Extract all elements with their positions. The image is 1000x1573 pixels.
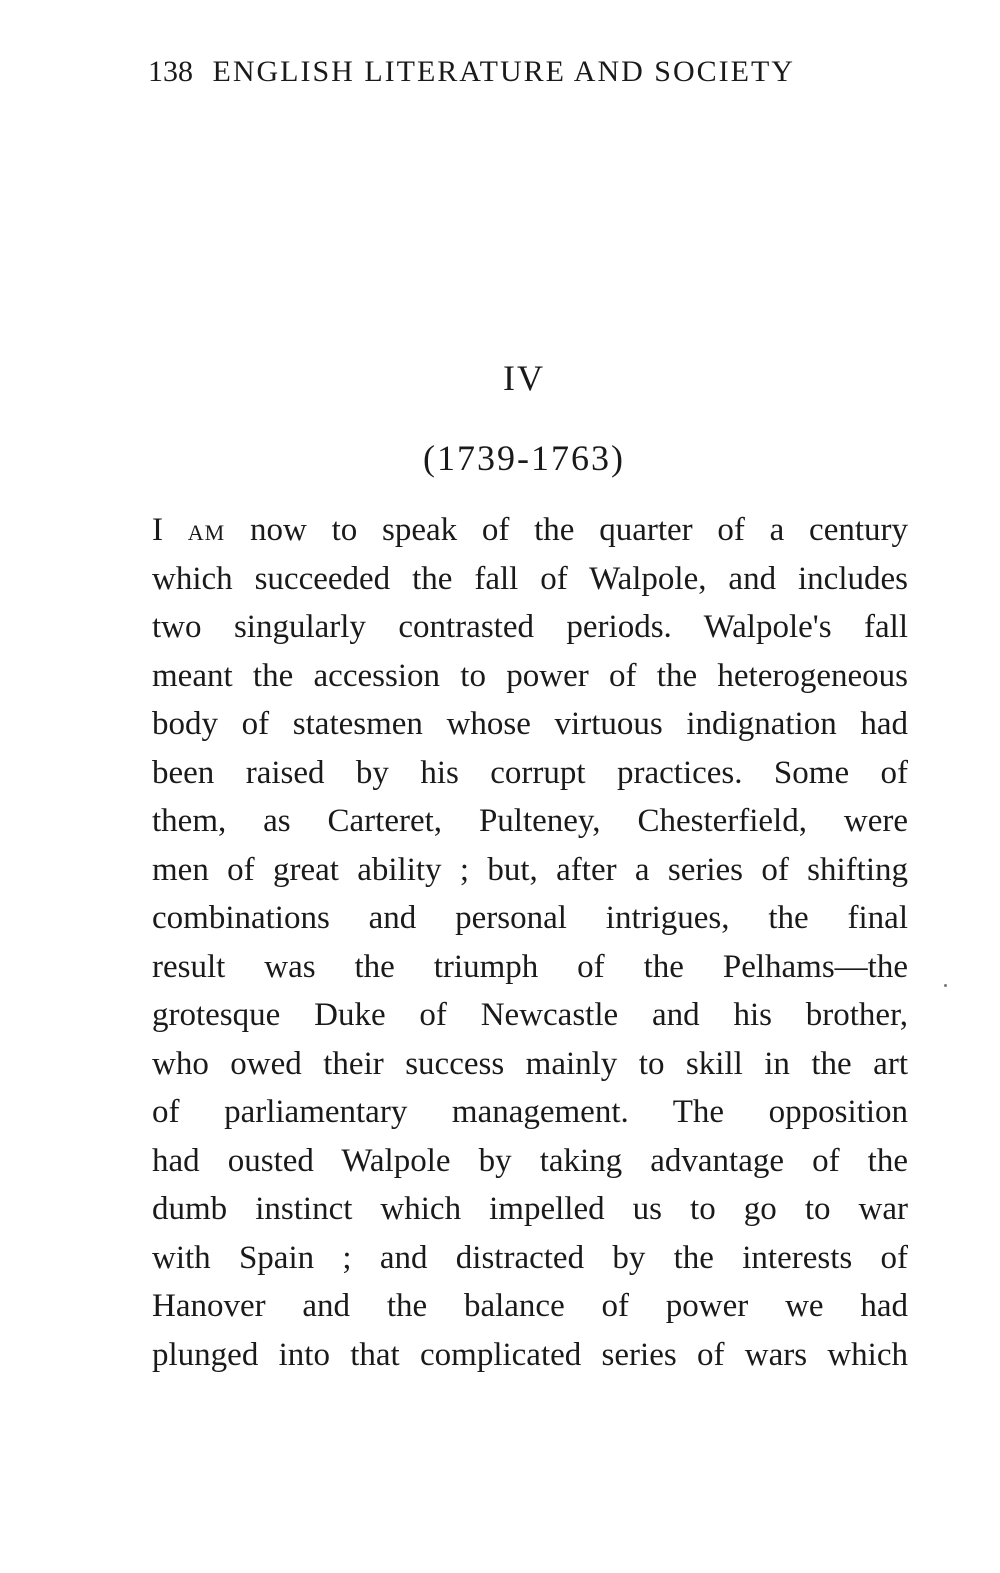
text-line-14: had ousted Walpole by taking advantage of the bbox=[152, 1142, 908, 1179]
text-line-18: plunged into that complicated series of wars which bbox=[152, 1336, 908, 1373]
text-line-7: them, as Carteret, Pulteney, Chesterfield, were bbox=[152, 803, 908, 839]
text-line-16: with Spain ; and distracted by the interests of bbox=[152, 1239, 908, 1276]
text-line-1-rest: now to speak of the quarter of a century bbox=[249, 512, 909, 548]
running-head-title: ENGLISH LITERATURE AND SOCIETY bbox=[212, 55, 795, 88]
running-head bbox=[148, 52, 908, 92]
text-line-4: meant the accession to power of the heterogeneous bbox=[152, 657, 908, 694]
text-line-5: body of statesmen whose virtuous indignation had bbox=[152, 706, 908, 742]
margin-speck bbox=[944, 984, 947, 987]
body-text bbox=[152, 506, 908, 1379]
chapter-dates: (1739-1763) bbox=[423, 438, 625, 478]
text-line-12: who owed their success mainly to skill in the art bbox=[152, 1045, 908, 1082]
text-line-13: of parliamentary management. The opposition bbox=[152, 1094, 908, 1130]
chapter-number: IV bbox=[503, 358, 545, 398]
opening-initial: I bbox=[152, 512, 163, 548]
text-line-3: two singularly contrasted periods. Walpole's fall bbox=[152, 609, 908, 645]
text-line-6: been raised by his corrupt practices. Some of bbox=[152, 754, 908, 791]
text-line-10: result was the triumph of the Pelhams—the bbox=[152, 948, 908, 985]
text-line-8: men of great ability ; but, after a series of shifting bbox=[152, 851, 908, 888]
text-line-1 bbox=[152, 506, 908, 555]
text-line-2: which succeeded the fall of Walpole, and includes bbox=[152, 560, 908, 597]
opening-smallcaps: AM bbox=[187, 520, 226, 545]
page-number: 138 bbox=[148, 55, 193, 88]
text-line-17: Hanover and the balance of power we had bbox=[152, 1288, 908, 1324]
text-line-9: combinations and personal intrigues, the final bbox=[152, 900, 908, 936]
text-line-15: dumb instinct which impelled us to go to war bbox=[152, 1191, 908, 1227]
text-line-11: grotesque Duke of Newcastle and his brother, bbox=[152, 997, 908, 1033]
